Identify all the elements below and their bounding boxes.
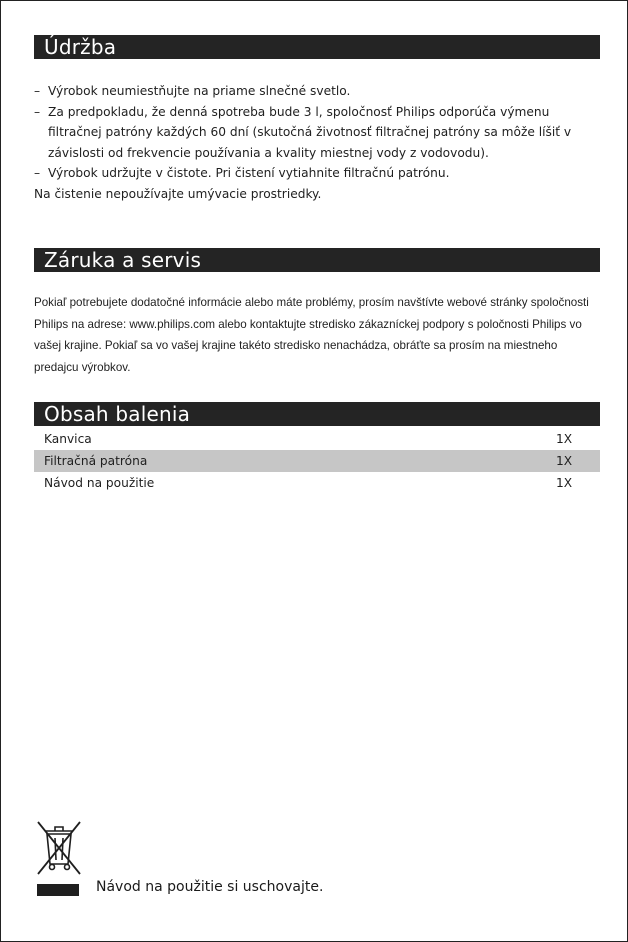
item-name: Kanvica: [44, 432, 92, 446]
list-item: [34, 81, 604, 102]
item-quantity: 1X: [556, 432, 573, 446]
list-dash: –: [34, 166, 41, 180]
list-item-text: Výrobok neumiestňujte na priame slnečné svetlo.: [48, 84, 351, 98]
maintenance-note: Na čistenie nepoužívajte umývacie prostriedky.: [34, 186, 322, 201]
list-item-text: Výrobok udržujte v čistote. Pri čistení vytiahnite filtračnú patrónu.: [48, 166, 450, 180]
list-dash: –: [34, 104, 41, 119]
list-item: [34, 163, 604, 184]
list-dash: –: [34, 84, 41, 98]
item-quantity: 1X: [556, 476, 573, 490]
table-row: [34, 450, 600, 472]
item-name: Návod na použitie: [44, 476, 155, 490]
item-name: Filtračná patróna: [44, 454, 148, 468]
section-title-maintenance: Údržba: [34, 35, 600, 59]
section-title-contents: Obsah balenia: [34, 402, 600, 426]
list-item-text: Za predpokladu, že denná spotreba bude 3 l, spoločnosť Philips odporúča výmenu filtračnej patróny každých 60 dní (skutočná životnosť filtračnej patróny sa môže líšiť v závislosti od frekvencie používania a kvality miestnej vody z vodovodu).: [48, 104, 572, 160]
table-row: [34, 472, 600, 494]
item-quantity: 1X: [556, 454, 573, 468]
maintenance-list: [34, 81, 604, 204]
list-item: [34, 102, 604, 164]
warranty-text: Pokiaľ potrebujete dodatočné informácie alebo máte problémy, prosím navštívte webové stránky spoločnosti Philips na adrese: www.philips.com alebo kontaktujte stredisko zákazníckej podpory s poločnosti Philips vo vašej krajine. Pokiaľ sa vo vašej krajine takéto stredisko nenachádza, obráťte sa prosím na miestneho predajcu výrobkov.: [34, 296, 589, 374]
section-title-warranty: Záruka a servis: [34, 248, 600, 272]
crossed-out-wheeled-bin-icon: [34, 818, 84, 878]
footer-note: Návod na použitie si uschovajte.: [96, 879, 324, 895]
black-bar: [37, 884, 79, 896]
table-row: [34, 428, 600, 450]
contents-table: [34, 428, 600, 494]
